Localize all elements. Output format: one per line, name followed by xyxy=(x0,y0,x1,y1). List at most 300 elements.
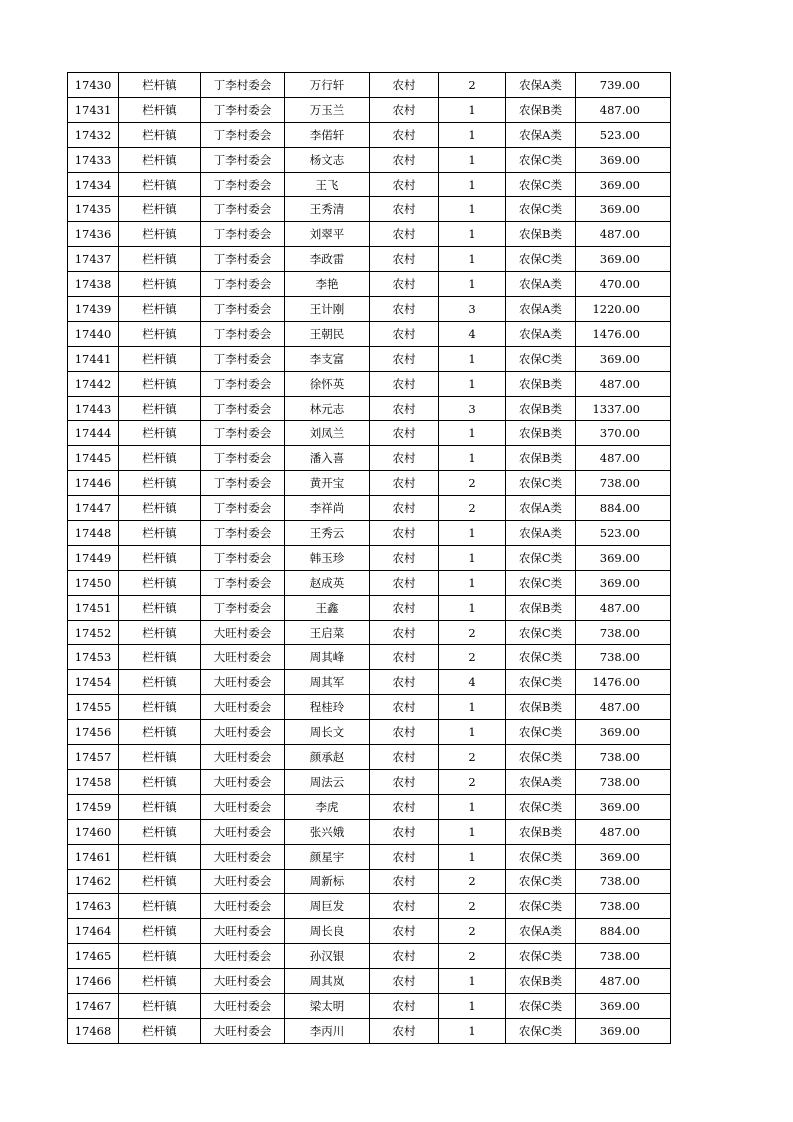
village-committee-cell: 大旺村委会 xyxy=(201,944,285,969)
town-cell: 栏杆镇 xyxy=(119,122,201,147)
table-row xyxy=(68,844,671,869)
insurance-class-cell: 农保C类 xyxy=(506,545,576,570)
household-count-cell: 2 xyxy=(439,894,506,919)
name-cell: 周长文 xyxy=(285,720,370,745)
village-committee-cell: 大旺村委会 xyxy=(201,993,285,1018)
table-row xyxy=(68,794,671,819)
household-count-cell: 2 xyxy=(439,869,506,894)
area-type-cell: 农村 xyxy=(370,620,439,645)
area-type-cell: 农村 xyxy=(370,670,439,695)
area-type-cell: 农村 xyxy=(370,894,439,919)
area-type-cell: 农村 xyxy=(370,844,439,869)
table-row xyxy=(68,222,671,247)
name-cell: 万玉兰 xyxy=(285,97,370,122)
table-row xyxy=(68,595,671,620)
amount-cell: 487.00 xyxy=(576,969,671,994)
amount-cell: 369.00 xyxy=(576,993,671,1018)
name-cell: 韩玉珍 xyxy=(285,545,370,570)
village-committee-cell: 丁李村委会 xyxy=(201,496,285,521)
area-type-cell: 农村 xyxy=(370,172,439,197)
amount-cell: 487.00 xyxy=(576,595,671,620)
household-count-cell: 1 xyxy=(439,595,506,620)
household-count-cell: 2 xyxy=(439,73,506,98)
household-count-cell: 1 xyxy=(439,570,506,595)
household-count-cell: 1 xyxy=(439,272,506,297)
amount-cell: 487.00 xyxy=(576,819,671,844)
household-count-cell: 3 xyxy=(439,396,506,421)
record-number-cell: 17441 xyxy=(68,346,119,371)
amount-cell: 487.00 xyxy=(576,446,671,471)
record-number-cell: 17433 xyxy=(68,147,119,172)
village-committee-cell: 丁李村委会 xyxy=(201,172,285,197)
area-type-cell: 农村 xyxy=(370,720,439,745)
name-cell: 周新标 xyxy=(285,869,370,894)
amount-cell: 369.00 xyxy=(576,545,671,570)
village-committee-cell: 丁李村委会 xyxy=(201,570,285,595)
name-cell: 张兴娥 xyxy=(285,819,370,844)
amount-cell: 487.00 xyxy=(576,97,671,122)
name-cell: 周其峰 xyxy=(285,645,370,670)
name-cell: 颜承赵 xyxy=(285,745,370,770)
household-count-cell: 1 xyxy=(439,371,506,396)
name-cell: 万行轩 xyxy=(285,73,370,98)
household-count-cell: 3 xyxy=(439,297,506,322)
insurance-class-cell: 农保A类 xyxy=(506,521,576,546)
amount-cell: 369.00 xyxy=(576,147,671,172)
town-cell: 栏杆镇 xyxy=(119,97,201,122)
town-cell: 栏杆镇 xyxy=(119,819,201,844)
insurance-class-cell: 农保C类 xyxy=(506,720,576,745)
town-cell: 栏杆镇 xyxy=(119,521,201,546)
insurance-class-cell: 农保C类 xyxy=(506,147,576,172)
record-number-cell: 17447 xyxy=(68,496,119,521)
insurance-class-cell: 农保C类 xyxy=(506,471,576,496)
name-cell: 王飞 xyxy=(285,172,370,197)
household-count-cell: 1 xyxy=(439,844,506,869)
area-type-cell: 农村 xyxy=(370,73,439,98)
area-type-cell: 农村 xyxy=(370,346,439,371)
insurance-class-cell: 农保C类 xyxy=(506,620,576,645)
town-cell: 栏杆镇 xyxy=(119,645,201,670)
town-cell: 栏杆镇 xyxy=(119,421,201,446)
record-number-cell: 17438 xyxy=(68,272,119,297)
record-number-cell: 17437 xyxy=(68,247,119,272)
insurance-class-cell: 农保A类 xyxy=(506,122,576,147)
household-count-cell: 4 xyxy=(439,670,506,695)
name-cell: 周其岚 xyxy=(285,969,370,994)
area-type-cell: 农村 xyxy=(370,197,439,222)
record-number-cell: 17435 xyxy=(68,197,119,222)
household-count-cell: 1 xyxy=(439,695,506,720)
table-row xyxy=(68,247,671,272)
town-cell: 栏杆镇 xyxy=(119,396,201,421)
name-cell: 王鑫 xyxy=(285,595,370,620)
amount-cell: 1476.00 xyxy=(576,670,671,695)
village-committee-cell: 大旺村委会 xyxy=(201,670,285,695)
insurance-class-cell: 农保C类 xyxy=(506,247,576,272)
area-type-cell: 农村 xyxy=(370,1018,439,1043)
town-cell: 栏杆镇 xyxy=(119,147,201,172)
town-cell: 栏杆镇 xyxy=(119,371,201,396)
table-body xyxy=(68,73,671,1044)
amount-cell: 1337.00 xyxy=(576,396,671,421)
name-cell: 黄开宝 xyxy=(285,471,370,496)
name-cell: 林元志 xyxy=(285,396,370,421)
record-number-cell: 17453 xyxy=(68,645,119,670)
record-number-cell: 17443 xyxy=(68,396,119,421)
amount-cell: 487.00 xyxy=(576,371,671,396)
household-count-cell: 1 xyxy=(439,1018,506,1043)
amount-cell: 470.00 xyxy=(576,272,671,297)
town-cell: 栏杆镇 xyxy=(119,1018,201,1043)
insurance-class-cell: 农保A类 xyxy=(506,919,576,944)
household-count-cell: 2 xyxy=(439,645,506,670)
area-type-cell: 农村 xyxy=(370,371,439,396)
area-type-cell: 农村 xyxy=(370,769,439,794)
record-number-cell: 17464 xyxy=(68,919,119,944)
table-row xyxy=(68,396,671,421)
name-cell: 李偌轩 xyxy=(285,122,370,147)
area-type-cell: 农村 xyxy=(370,545,439,570)
town-cell: 栏杆镇 xyxy=(119,720,201,745)
household-count-cell: 1 xyxy=(439,97,506,122)
amount-cell: 369.00 xyxy=(576,247,671,272)
village-committee-cell: 丁李村委会 xyxy=(201,396,285,421)
area-type-cell: 农村 xyxy=(370,645,439,670)
town-cell: 栏杆镇 xyxy=(119,944,201,969)
amount-cell: 523.00 xyxy=(576,521,671,546)
name-cell: 刘翠平 xyxy=(285,222,370,247)
village-committee-cell: 大旺村委会 xyxy=(201,869,285,894)
record-number-cell: 17461 xyxy=(68,844,119,869)
town-cell: 栏杆镇 xyxy=(119,222,201,247)
amount-cell: 369.00 xyxy=(576,844,671,869)
village-committee-cell: 丁李村委会 xyxy=(201,247,285,272)
record-number-cell: 17459 xyxy=(68,794,119,819)
record-number-cell: 17468 xyxy=(68,1018,119,1043)
amount-cell: 487.00 xyxy=(576,222,671,247)
household-count-cell: 1 xyxy=(439,346,506,371)
village-committee-cell: 丁李村委会 xyxy=(201,521,285,546)
table-row xyxy=(68,346,671,371)
insurance-class-cell: 农保C类 xyxy=(506,197,576,222)
record-number-cell: 17458 xyxy=(68,769,119,794)
table-row xyxy=(68,197,671,222)
record-number-cell: 17450 xyxy=(68,570,119,595)
town-cell: 栏杆镇 xyxy=(119,172,201,197)
village-committee-cell: 大旺村委会 xyxy=(201,844,285,869)
town-cell: 栏杆镇 xyxy=(119,346,201,371)
record-number-cell: 17457 xyxy=(68,745,119,770)
area-type-cell: 农村 xyxy=(370,297,439,322)
name-cell: 李艳 xyxy=(285,272,370,297)
insurance-class-cell: 农保B类 xyxy=(506,97,576,122)
name-cell: 周法云 xyxy=(285,769,370,794)
village-committee-cell: 丁李村委会 xyxy=(201,222,285,247)
insurance-class-cell: 农保C类 xyxy=(506,869,576,894)
area-type-cell: 农村 xyxy=(370,222,439,247)
town-cell: 栏杆镇 xyxy=(119,869,201,894)
area-type-cell: 农村 xyxy=(370,993,439,1018)
village-committee-cell: 大旺村委会 xyxy=(201,819,285,844)
insurance-class-cell: 农保C类 xyxy=(506,844,576,869)
name-cell: 徐怀英 xyxy=(285,371,370,396)
record-number-cell: 17444 xyxy=(68,421,119,446)
insurance-class-cell: 农保C类 xyxy=(506,346,576,371)
amount-cell: 738.00 xyxy=(576,869,671,894)
household-count-cell: 1 xyxy=(439,794,506,819)
name-cell: 王朝民 xyxy=(285,321,370,346)
record-number-cell: 17466 xyxy=(68,969,119,994)
table-row xyxy=(68,446,671,471)
table-row xyxy=(68,969,671,994)
town-cell: 栏杆镇 xyxy=(119,247,201,272)
town-cell: 栏杆镇 xyxy=(119,769,201,794)
record-number-cell: 17446 xyxy=(68,471,119,496)
household-count-cell: 1 xyxy=(439,446,506,471)
record-number-cell: 17465 xyxy=(68,944,119,969)
amount-cell: 738.00 xyxy=(576,471,671,496)
insurance-class-cell: 农保A类 xyxy=(506,73,576,98)
record-number-cell: 17463 xyxy=(68,894,119,919)
amount-cell: 369.00 xyxy=(576,172,671,197)
town-cell: 栏杆镇 xyxy=(119,73,201,98)
town-cell: 栏杆镇 xyxy=(119,794,201,819)
town-cell: 栏杆镇 xyxy=(119,321,201,346)
village-committee-cell: 大旺村委会 xyxy=(201,794,285,819)
insurance-class-cell: 农保B类 xyxy=(506,695,576,720)
name-cell: 王秀清 xyxy=(285,197,370,222)
table-row xyxy=(68,570,671,595)
name-cell: 王秀云 xyxy=(285,521,370,546)
village-committee-cell: 丁李村委会 xyxy=(201,446,285,471)
town-cell: 栏杆镇 xyxy=(119,570,201,595)
area-type-cell: 农村 xyxy=(370,695,439,720)
area-type-cell: 农村 xyxy=(370,521,439,546)
insurance-class-cell: 农保C类 xyxy=(506,993,576,1018)
table-row xyxy=(68,172,671,197)
insurance-class-cell: 农保B类 xyxy=(506,222,576,247)
area-type-cell: 农村 xyxy=(370,147,439,172)
name-cell: 周巨发 xyxy=(285,894,370,919)
village-committee-cell: 大旺村委会 xyxy=(201,919,285,944)
table-row xyxy=(68,869,671,894)
household-count-cell: 1 xyxy=(439,147,506,172)
town-cell: 栏杆镇 xyxy=(119,471,201,496)
table-row xyxy=(68,122,671,147)
record-number-cell: 17430 xyxy=(68,73,119,98)
table-row xyxy=(68,97,671,122)
town-cell: 栏杆镇 xyxy=(119,595,201,620)
name-cell: 李支富 xyxy=(285,346,370,371)
household-count-cell: 2 xyxy=(439,769,506,794)
area-type-cell: 农村 xyxy=(370,919,439,944)
town-cell: 栏杆镇 xyxy=(119,969,201,994)
amount-cell: 369.00 xyxy=(576,1018,671,1043)
insurance-class-cell: 农保C类 xyxy=(506,570,576,595)
town-cell: 栏杆镇 xyxy=(119,197,201,222)
insurance-class-cell: 农保C类 xyxy=(506,944,576,969)
name-cell: 周其军 xyxy=(285,670,370,695)
area-type-cell: 农村 xyxy=(370,794,439,819)
household-count-cell: 1 xyxy=(439,247,506,272)
insurance-class-cell: 农保C类 xyxy=(506,894,576,919)
table-row xyxy=(68,720,671,745)
household-count-cell: 1 xyxy=(439,222,506,247)
insurance-class-cell: 农保C类 xyxy=(506,172,576,197)
village-committee-cell: 大旺村委会 xyxy=(201,1018,285,1043)
village-committee-cell: 丁李村委会 xyxy=(201,297,285,322)
table-row xyxy=(68,297,671,322)
area-type-cell: 农村 xyxy=(370,321,439,346)
table-row xyxy=(68,919,671,944)
name-cell: 刘凤兰 xyxy=(285,421,370,446)
village-committee-cell: 大旺村委会 xyxy=(201,745,285,770)
amount-cell: 369.00 xyxy=(576,794,671,819)
name-cell: 颜星宇 xyxy=(285,844,370,869)
area-type-cell: 农村 xyxy=(370,97,439,122)
insurance-class-cell: 农保A类 xyxy=(506,496,576,521)
table-row xyxy=(68,471,671,496)
amount-cell: 1220.00 xyxy=(576,297,671,322)
household-count-cell: 1 xyxy=(439,969,506,994)
insurance-class-cell: 农保C类 xyxy=(506,670,576,695)
amount-cell: 370.00 xyxy=(576,421,671,446)
household-count-cell: 1 xyxy=(439,720,506,745)
area-type-cell: 农村 xyxy=(370,570,439,595)
village-committee-cell: 大旺村委会 xyxy=(201,645,285,670)
town-cell: 栏杆镇 xyxy=(119,919,201,944)
table-row xyxy=(68,620,671,645)
table-row xyxy=(68,993,671,1018)
table-row xyxy=(68,670,671,695)
record-number-cell: 17455 xyxy=(68,695,119,720)
table-row xyxy=(68,645,671,670)
table-row xyxy=(68,545,671,570)
record-number-cell: 17456 xyxy=(68,720,119,745)
name-cell: 王计刚 xyxy=(285,297,370,322)
insurance-class-cell: 农保B类 xyxy=(506,446,576,471)
name-cell: 程桂玲 xyxy=(285,695,370,720)
table-row xyxy=(68,894,671,919)
table-row xyxy=(68,521,671,546)
village-committee-cell: 丁李村委会 xyxy=(201,122,285,147)
household-count-cell: 2 xyxy=(439,471,506,496)
record-number-cell: 17440 xyxy=(68,321,119,346)
insurance-class-cell: 农保A类 xyxy=(506,297,576,322)
insurance-class-cell: 农保C类 xyxy=(506,745,576,770)
town-cell: 栏杆镇 xyxy=(119,993,201,1018)
village-committee-cell: 丁李村委会 xyxy=(201,371,285,396)
table-row xyxy=(68,321,671,346)
record-number-cell: 17439 xyxy=(68,297,119,322)
village-committee-cell: 大旺村委会 xyxy=(201,620,285,645)
village-committee-cell: 大旺村委会 xyxy=(201,695,285,720)
name-cell: 赵成英 xyxy=(285,570,370,595)
area-type-cell: 农村 xyxy=(370,396,439,421)
household-count-cell: 1 xyxy=(439,993,506,1018)
name-cell: 潘入喜 xyxy=(285,446,370,471)
name-cell: 王启菜 xyxy=(285,620,370,645)
household-count-cell: 1 xyxy=(439,122,506,147)
table-row xyxy=(68,272,671,297)
table-row xyxy=(68,496,671,521)
area-type-cell: 农村 xyxy=(370,421,439,446)
town-cell: 栏杆镇 xyxy=(119,894,201,919)
record-number-cell: 17462 xyxy=(68,869,119,894)
town-cell: 栏杆镇 xyxy=(119,745,201,770)
name-cell: 孙汉银 xyxy=(285,944,370,969)
insurance-class-cell: 农保C类 xyxy=(506,645,576,670)
household-count-cell: 1 xyxy=(439,819,506,844)
record-number-cell: 17436 xyxy=(68,222,119,247)
name-cell: 李丙川 xyxy=(285,1018,370,1043)
household-count-cell: 2 xyxy=(439,620,506,645)
data-table xyxy=(67,72,671,1044)
household-count-cell: 2 xyxy=(439,745,506,770)
record-number-cell: 17451 xyxy=(68,595,119,620)
village-committee-cell: 丁李村委会 xyxy=(201,97,285,122)
amount-cell: 738.00 xyxy=(576,745,671,770)
insurance-class-cell: 农保B类 xyxy=(506,819,576,844)
table-row xyxy=(68,745,671,770)
insurance-class-cell: 农保B类 xyxy=(506,421,576,446)
area-type-cell: 农村 xyxy=(370,272,439,297)
household-count-cell: 2 xyxy=(439,919,506,944)
town-cell: 栏杆镇 xyxy=(119,844,201,869)
area-type-cell: 农村 xyxy=(370,446,439,471)
record-number-cell: 17454 xyxy=(68,670,119,695)
amount-cell: 369.00 xyxy=(576,346,671,371)
name-cell: 梁太明 xyxy=(285,993,370,1018)
village-committee-cell: 丁李村委会 xyxy=(201,595,285,620)
town-cell: 栏杆镇 xyxy=(119,695,201,720)
village-committee-cell: 丁李村委会 xyxy=(201,321,285,346)
area-type-cell: 农村 xyxy=(370,869,439,894)
village-committee-cell: 大旺村委会 xyxy=(201,769,285,794)
insurance-class-cell: 农保B类 xyxy=(506,371,576,396)
town-cell: 栏杆镇 xyxy=(119,620,201,645)
amount-cell: 738.00 xyxy=(576,645,671,670)
village-committee-cell: 丁李村委会 xyxy=(201,545,285,570)
town-cell: 栏杆镇 xyxy=(119,670,201,695)
village-committee-cell: 大旺村委会 xyxy=(201,720,285,745)
village-committee-cell: 丁李村委会 xyxy=(201,147,285,172)
household-count-cell: 2 xyxy=(439,944,506,969)
insurance-class-cell: 农保B类 xyxy=(506,595,576,620)
amount-cell: 738.00 xyxy=(576,620,671,645)
table-row xyxy=(68,73,671,98)
area-type-cell: 农村 xyxy=(370,969,439,994)
name-cell: 周长良 xyxy=(285,919,370,944)
household-count-cell: 4 xyxy=(439,321,506,346)
table-row xyxy=(68,1018,671,1043)
table-row xyxy=(68,819,671,844)
amount-cell: 369.00 xyxy=(576,570,671,595)
name-cell: 李祥尚 xyxy=(285,496,370,521)
table-row xyxy=(68,371,671,396)
record-number-cell: 17432 xyxy=(68,122,119,147)
amount-cell: 1476.00 xyxy=(576,321,671,346)
amount-cell: 884.00 xyxy=(576,919,671,944)
village-committee-cell: 丁李村委会 xyxy=(201,197,285,222)
area-type-cell: 农村 xyxy=(370,471,439,496)
record-number-cell: 17467 xyxy=(68,993,119,1018)
insurance-class-cell: 农保B类 xyxy=(506,396,576,421)
name-cell: 杨文志 xyxy=(285,147,370,172)
village-committee-cell: 大旺村委会 xyxy=(201,894,285,919)
town-cell: 栏杆镇 xyxy=(119,297,201,322)
